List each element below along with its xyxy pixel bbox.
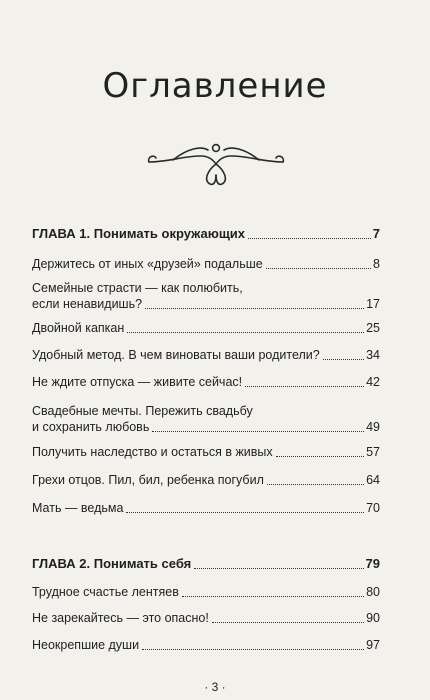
toc-entry[interactable]: Свадебные мечты. Пережить свадьбу и сохранить любовь 49 — [32, 404, 380, 434]
toc-entry[interactable]: Неокрепшие души 97 — [32, 638, 380, 652]
page-ref: 70 — [366, 501, 380, 515]
page-ref: 7 — [372, 226, 380, 241]
toc-entry[interactable]: Не зарекайтесь — это опасно! 90 — [32, 611, 380, 625]
page-ref: 25 — [366, 321, 380, 335]
page-ref: 64 — [366, 473, 380, 487]
toc-entry[interactable]: Не ждите отпуска — живите сейчас! 42 — [32, 375, 380, 389]
page-ref: 97 — [366, 638, 380, 652]
toc-entry[interactable]: Трудное счастье лентяев 80 — [32, 585, 380, 599]
toc-entry[interactable]: Получить наследство и остаться в живых 57 — [32, 445, 380, 459]
page-ref: 42 — [366, 375, 380, 389]
toc-chapter[interactable]: ГЛАВА 1. Понимать окружающих 7 — [32, 226, 380, 241]
page-ref: 90 — [366, 611, 380, 625]
toc-entry[interactable]: Мать — ведьма 70 — [32, 501, 380, 515]
toc-entry[interactable]: Семейные страсти — как полюбить, если ненавидишь? 17 — [32, 281, 380, 311]
page-ref: 17 — [366, 297, 380, 311]
page-ref: 34 — [366, 348, 380, 362]
page-ref: 8 — [373, 257, 380, 271]
page-title: Оглавление — [102, 66, 328, 106]
page-ref: 57 — [366, 445, 380, 459]
page-ref: 80 — [366, 585, 380, 599]
toc-entry[interactable]: Держитесь от иных «друзей» подальше 8 — [32, 257, 380, 271]
ornament-divider — [143, 134, 289, 190]
page-number: · 3 · — [204, 680, 226, 694]
toc-chapter[interactable]: ГЛАВА 2. Понимать себя 79 — [32, 556, 380, 571]
page-ref: 49 — [366, 420, 380, 434]
toc-entry[interactable]: Грехи отцов. Пил, бил, ребенка погубил 64 — [32, 473, 380, 487]
toc-entry[interactable]: Двойной капкан 25 — [32, 321, 380, 335]
toc-entry[interactable]: Удобный метод. В чем виноваты ваши родители? 34 — [32, 348, 380, 362]
page-ref: 79 — [365, 556, 380, 571]
